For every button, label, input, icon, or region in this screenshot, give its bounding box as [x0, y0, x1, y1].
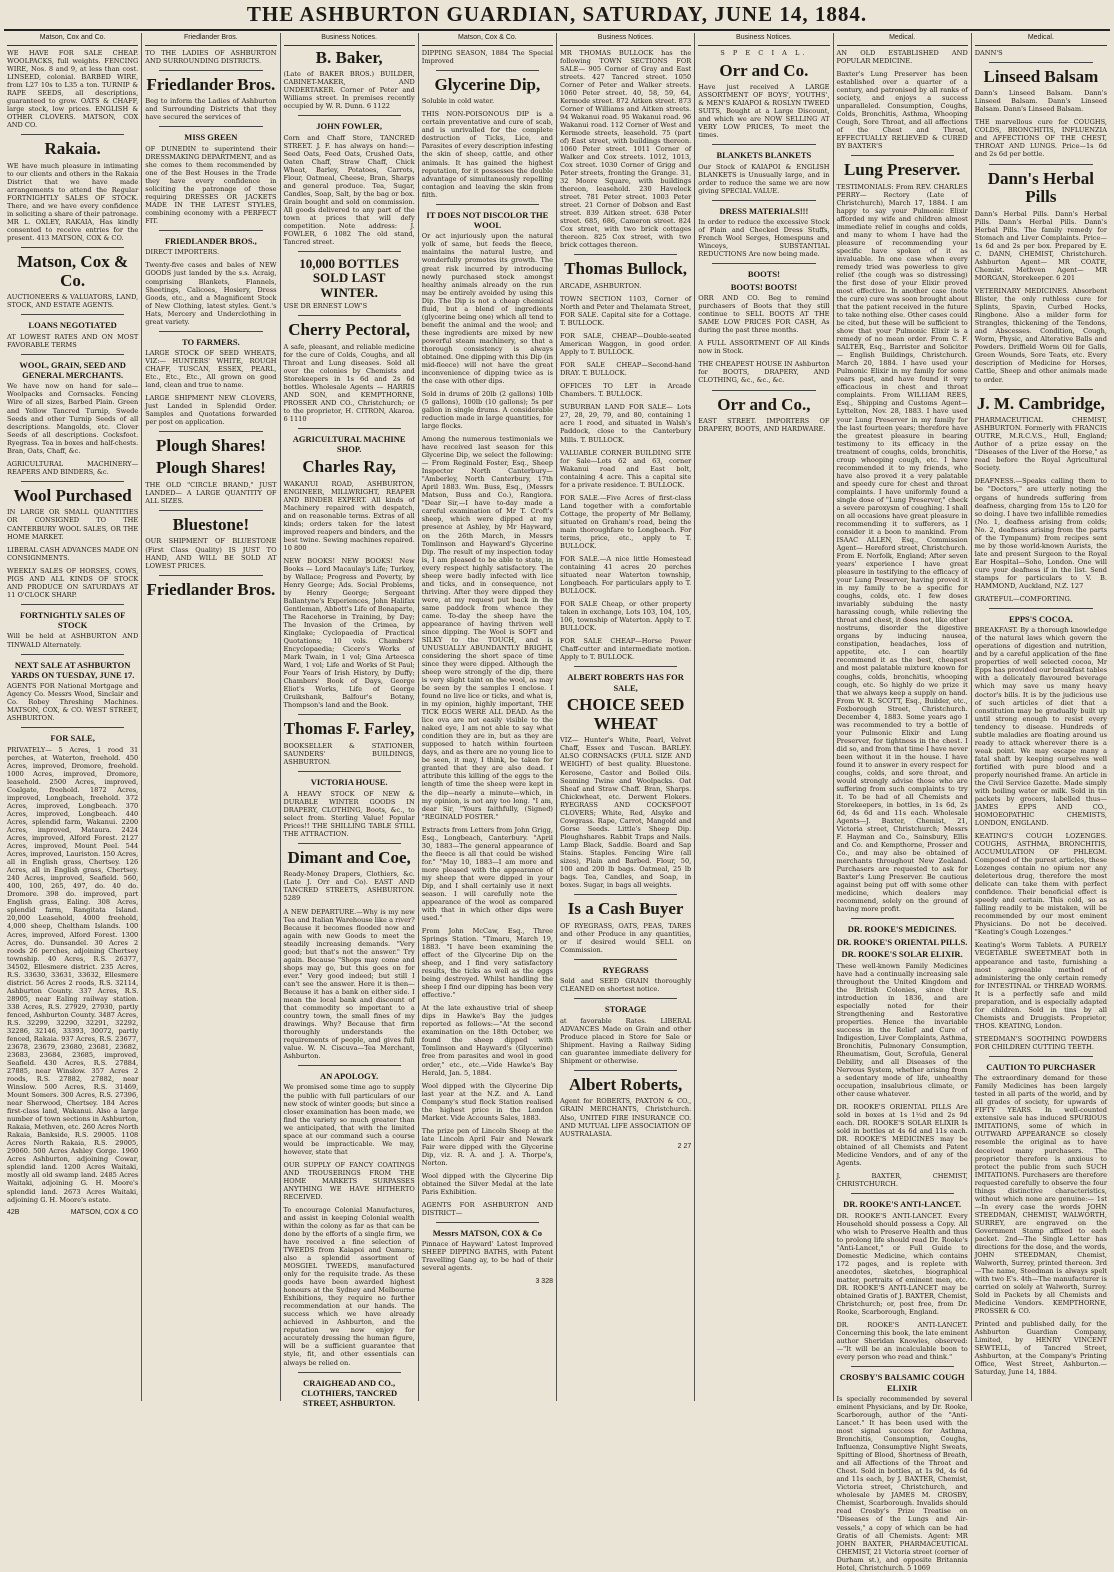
ad-text: AGENTS FOR ASHBURTON AND DISTRICT—	[421, 1200, 553, 1217]
separator-rule	[574, 666, 677, 667]
separator-rule	[989, 62, 1093, 63]
column-footer	[7, 1209, 138, 1218]
column-footer	[422, 1278, 553, 1287]
ad-text: DIPPING SEASON, 1884 The Special Improved	[421, 48, 553, 65]
separator-rule	[159, 575, 262, 576]
separator-rule	[574, 998, 677, 999]
ad-text: STEEDMAN'S SOOTHING POWDERS FOR CHILDREN CUTTING TEETH.	[974, 1034, 1107, 1051]
ad-text: VIZ— Hunter's White, Pearl, Velvet Chaff, Essex and Tuscan. BARLEY. ALSO CORNSACKS (FULL SIZE AND WEIGHT) of best quality. Bluestone. Kerosene, Castor and Boiled Oils. Seaming Twine and Woolpacks. Oat Sheaf and Straw Chaff. Bran, Sharps. Chickwheat, etc. Derwent Flokers. RYEGRASS AND COCKSFOOT CLOVERS; White, Red, Alsyke and Cowgrass. Rape, Carrot, Mangold and Gorse Seeds. Little's Sheep Dip. Ploughshares. Rabbit Traps and Nails. Lamp Black, Saddle. Board and Sap Stains. Staples. Fencing Wire (all sizes), Plain and Barbed. Flour, 50, 100 and 200 lb bags. Oatmeal, 25 lb bags. Tea, Candles, and Soap, in boxes. Sugar, in bags all weights.	[560, 736, 692, 889]
ad-subheading: VICTORIA HOUSE.	[310, 777, 388, 788]
ad-text: KEATING'S COUGH LOZENGES. COUGHS, ASTHMA, BRONCHITIS, ACCUMULATION OF PHLEGM. Composed of the purest articles, these Lozenges contain no opium nor any deleterious drug, therefore the most delicate can take them with perfect confidence. Their beneficial effect is speedy and certain. This cold, so as falling readily to be mistaken, will be recommended by our most eminent Physicians. Do not be deceived. "Keating's Cough Lozenges."	[974, 832, 1107, 937]
ad-text: THIS NON-POISONOUS DIP is a certain preventative and cure of scab, and is unrivalled for the complete destruction of Ticks, Lice, and Parasites of every description infesting the skin of sheep, cattle, and other animals. It has gained the highest reputation, for it possesses the double advantage of simultaneously repelling contagion and leaving the skin from filth.	[421, 110, 553, 199]
ad-heading: B. Baker,	[315, 47, 383, 67]
ad-text: FOR SALE.—A nice little Homestead containing 41 acres 20 perches situated near Waterton township, Longbeach. For particulars apply to T. BULLOCK.	[560, 554, 692, 596]
separator-rule	[298, 843, 401, 844]
ad-text: Baxter's Lung Preserver has been established over a quarter of a century, and patronised by all ranks of society, and enjoys a success unparalleled. Consumption, Coughs, Colds, Bronchitis, Asthma, Whooping Cough, Sore Throat, and all affections of the Chest and Throat, EFFECTUALLY RELIEVED & CURED BY BAXTER'S	[836, 69, 968, 150]
ad-subheading: AGRICULTURAL MACHINE SHOP.	[292, 434, 406, 455]
ad-text: ORR AND CO. Beg to remind purchasers of Boots that they still continue to SELL BOOTS AT THE SAME LOW PRICES FOR CASH, As during the past three months.	[698, 294, 830, 335]
ad-subheading: MISS GREEN	[184, 132, 238, 143]
ad-text: LARGE SHIPMENT NEW CLOVERS, Just Landed in Splendid Order. Samples and Quotations forwarded per post on application.	[145, 394, 277, 427]
separator-rule	[712, 390, 815, 391]
ad-text: FOR SALE Cheap, or other property taken in exchange, Lots 103, 104, 105, 106, township of Waterton. Apply to T. BULLOCK.	[560, 600, 692, 633]
separator-rule	[21, 481, 124, 482]
ad-text: Beg to inform the Ladies of Ashburton and Surrounding Districts that they have secured the services of	[145, 97, 277, 122]
separator-rule	[21, 727, 124, 728]
ad-subheading: Messrs MATSON, COX & Co	[432, 1228, 542, 1239]
ad-heading: Matson, Cox & Co.	[17, 251, 129, 290]
footer-right: MATSON, COX & CO	[70, 1208, 139, 1216]
separator-rule	[298, 1372, 401, 1373]
ad-heading: Rakaia.	[44, 138, 101, 158]
ad-text: WE HAVE FOR SALE CHEAP. WOOLPACKS, full weights. FENCING WIRE, Nos. 8 and 9, at less than cost. LINSEED, colonial. BARBED WIRE, from L27 10s to L35 a ton. TURNIP & RAPE SEEDS, all descriptions, guaranteed to grow. OATS & CHAFF, large stock, low prices. ENGLISH & OTHER CLOVERS. MATSON, COX AND CO.	[7, 48, 139, 129]
ad-heading: 10,000 BOTTLES SOLD LAST WINTER.	[299, 256, 399, 300]
ad-subheading: LOANS NEGOTIATED	[28, 320, 117, 331]
ad-subheading: BLANKETS BLANKETS	[716, 150, 812, 161]
ad-subheading: DR. ROOKE'S SOLAR ELIXIR.	[841, 949, 963, 960]
ad-text: FOR SALE CHEAP—Second-hand DRAY. T. BULLOCK.	[560, 361, 692, 378]
ad-subheading: JOHN FOWLER,	[316, 121, 382, 132]
ad-heading: Plough Shares!	[156, 458, 266, 478]
column-footer	[560, 1143, 691, 1152]
ad-subheading: DR. ROOKE'S ORIENTAL PILLS.	[836, 936, 968, 947]
separator-rule	[21, 134, 124, 135]
column-1	[4, 33, 142, 1401]
ad-text: To encourage Colonial Manufactures, and assist in keeping Colonial wealth within the colony as far as that can be done by the efforts of a single firm, we have received a fine selection of TWEEDS from Kaiapoi and Oamaru; also a splendid assortment of MOSGIEL TWEEDS, manufactured only for the requisite trade. As these goods have been awarded highest honours at the Sydney and Melbourne Exhibitions, they require no further recommendation at our hands. The success which we have already achieved in Ashburton, and the reputation we now enjoy for accurately dressing the human figure, will be a sufficient guarantee that style, fit, and other essentials can always be relied on.	[283, 1205, 415, 1367]
separator-rule	[298, 115, 401, 116]
ad-subheading: STORAGE	[604, 1004, 647, 1015]
separator-rule	[574, 959, 677, 960]
separator-rule	[989, 608, 1093, 609]
ad-text: Dann's Herbal Pills. Dann's Herbal Pills. Dann's Herbal Pills. Dann's Herbal Pills. The family remedy for Stomach and Liver Complaints. Price—1s 6d and 2s per box. Prepared by E. C. DANN, CHEMIST, Christchurch. Ashburton Agent— MR COATE, Chemist. Methven Agent— MR MORGAN, Storekeeper. 6 201	[974, 209, 1107, 283]
separator-rule	[159, 431, 262, 432]
column-header: Business Notices.	[698, 33, 829, 46]
ad-heading: Orr and Co.	[719, 60, 809, 80]
separator-rule	[298, 315, 401, 316]
ad-text: PRIVATELY— 5 Acres, 1 rood 31 perches, at Waterton, freehold. 450 Acres, improved, Dromore, freehold. 1000 Acres, improved, Dromore, leasehold. 2500 Acres, improved, Coalgate, freehold. 1872 Acres, improved, Longbeach, freehold. 372 Acres, improved, Longbeach. 370 Acres, improved, Longbeach. 440 Acres, splendid farm, Wakanui. 2200 Acres, improved, Mataura. 2424 Acres, improved, Alford Forest. 2127 Acres, improved, Mount Peel. 544 Acres, improved, Lauriston. 150 Acres, all in English grass, Chertsey. 126 Acres, all in English grass, Chertsey. 240 Acres, improved, Seafield. 560, 400, 100, 265, 497, do. 40 do. Dromore. 398 do. improved, part English grass, Ealing. 308 Acres, splendid farm, Rangitata Island. 20,000 Leasehold, 4000 freehold, 4,000 sheep, Cheltham Islands. 100 Acres, improved, Alford Forest. 1300 Acres, do. Dunsandel. 30 Acres 2 roods 26 perches, adjoining Chertsey township. 40 Acres, R.S. 26377, 34502, Ellesmere district. 235 Acres, R.S. 33630, 33631, 33632, Ellesmere district. 56 Acres 2 roods, R.S. 32114, Ashburton County. 337 Acres, R.S. 28905, near Ealing railway station. 338 Acres, R.S. 27929, 27930, partly fenced, Ashburton County. 3487 Acres, R.S. 32299, 32290, 32291, 32292, 32286, 32146, 33393, 30072, partly fenced, Rakaia. 937 Acres, R.S. 23677, 23678, 23679, 23680, 23681, 23682, 23683, 23684, 23685, improved, Seafield. 430 Acres, R.S. 27884, 27885, near Winslow. 357 Acres 2 roods, R.S. 27882, 27882, near Winslow. 500 Acres, R.S. 31469, Mount Somers. 300 Acres, R.S. 27396, near Sherwood, Chertsey. 184 Acres first-class land, Wakanui. Also a large number of town sections in Ashburton, Rakaia, Methven, etc. 260 Acres North Rakaia, Bankside, R.S. 29005. 1108 Acres North Rakaia, R.S. 29005, 29060. 500 Acres Ashley Gorge. 1960 Acres Ashburton, adjoining Cowar, splendid land. 1200 Acres Waitaki, mostly all old swamp land. 2485 Acres Waitaki, adjoining G. H. Moore's splendid land. 2673 Acres Waitaki, adjoining G. H. Moore's estate.	[7, 745, 139, 1204]
separator-rule	[574, 254, 677, 255]
ad-text: Extracts from Letters from John Grigg, Esq., Longbeach, Canterbury. "April 30, 1883—The general appearance of the fleece is all that could be wished for." "May 10, 1883—I am more and more pleased with the appearance of my sheep that were dipped in your Dip, and I shall certainly use it next season. I will carefully note the appearance of the wool as compared with that in which other dips were used."	[421, 825, 553, 922]
ad-text: LARGE STOCK OF SEED WHEATS, VIZ:— HUNTERS' WHITE, ROUGH CHAFF, TUSCAN, ESSEX, PEARL, Etc., Etc., Etc., All grown on good land, clean and true to name.	[145, 349, 277, 390]
ad-text: Or act injuriously upon the natural yolk of same, but feeds the fleece, maintains the natural lustre, and wonderfully promotes its growth. The great risk incurred by introducing newly purchased stock amongst healthy animals already on the run may be entirely avoided by using this Dip. The Dip is not a cheap chemical fluid, but a blend of ingredients (glycerine being one) which all tend to benefit the animal and the wool; and these ingredients are mixed by new powerful steam machinery, so that a thorough consistency is always obtained. One dipping with this Dip (in mid-fleece) will not have the great inconvenience of dipping twice as is the case with other dips.	[421, 232, 553, 385]
separator-rule	[989, 164, 1093, 165]
ad-text: Will be held at ASHBURTON AND TINWALD Alternately.	[7, 632, 139, 649]
ad-heading: Charles Ray,	[302, 456, 396, 476]
ad-text: Have just received A LARGE ASSORTMENT OF BOYS', YOUTHS', & MEN'S KAIAPOI & ROSLYN TWEED SUITS, Bought at a Large Discount, and which we are NOW SELLING AT VERY LOW PRICES, To meet the times.	[698, 83, 830, 140]
footer-right: 2 27	[677, 1142, 692, 1150]
column-2	[142, 33, 280, 1401]
ad-subheading: TO FARMERS.	[181, 336, 240, 347]
ad-heading: Thomas Bullock,	[564, 259, 688, 279]
ad-text: THE marvellous cure for COUGHS, COLDS, BRONCHITIS, INFLUENZIA and AFFECTIONS OF THE CHEST, THROAT AND LUNGS. Price—1s 6d and 2s 6d per bottle.	[974, 118, 1107, 159]
ad-text: SUBURBAN LAND FOR SALE— Lots 27, 28, 29, 79, and 80, containing 1 acre 1 rood, and situated in Walsh's Paddock, close to the Canterbury Mills. T. BULLOCK.	[560, 403, 692, 444]
ad-text: BREAKFAST. By a thorough knowledge of the natural laws which govern the operations of digestion and nutrition, and by a careful application of the fine properties of well selected cocoa, Mr Epps has provided our breakfast tables with a delicately flavoured beverage which may save us many heavy doctor's bills. It is by the judicious use of such articles of diet that a constitution may be gradually built up until strong enough to resist every tendency to disease. Hundreds of subtle maladies are floating around us ready to attack wherever there is a weak point. We may escape many a fatal shaft by keeping ourselves well fortified with pure blood and a properly nourished frame. An article in the Civil Service Gazette. Made simply with boiling water or milk. Sold in tin packets by grocers, labelled thus— JAMES EPPS AND CO., HOMOEOPATHIC CHEMISTS, LONDON, ENGLAND.	[974, 626, 1107, 828]
columns-container	[4, 33, 1110, 1572]
ad-text: MR THOMAS BULLOCK has the following TOWN SECTIONS FOR SALE— 905 Corner of Gray and East streets. 427 Tancred street. 1050 Corner of Peter and Walker streets. 1060 Peter street. 40, 58, 59, 64, Kermode street. 872 Aitken street. 873 Corner of Williams and Aitken streets. 94 Wakanui road. 95 Wakanui road. 96 Wakanui road. 112 Corner of West and Kermode streets, leasehold. 75 (part of) East street, with buildings thereon. 1060 Peter street. 1011 Corner of Walker and Cox streets. 1012, 1013, Cox street. 1030 Corner of Grigg and Peter streets, fronting the Grange. 31, 32 Moore Square, with buildings thereon, leasehold. 230 Havelock street. 781 Peter street. 1003 Peter street. 21 Corner of Dobson and East street. 839 Aitken street. 638 Peter street. 685, 686, Cameron street. 824 Cox street, with two brick cottages thereon. 825 Cox street, with two brick cottages thereon.	[560, 48, 692, 250]
ad-subheading: BOOTS!	[747, 269, 780, 280]
ad-text: ARCADE, ASHBURTON.	[560, 282, 642, 290]
column-header: Matson, Cox and Co.	[7, 33, 138, 46]
ad-heading: Glycerine Dip,	[434, 74, 541, 94]
separator-rule	[298, 771, 401, 772]
column-header: Business Notices.	[284, 33, 415, 46]
ad-text: A NEW DEPARTURE.—Why is my new Tea and Italian Warehouse like a river? Because it becomes flooded now and again with new Goods to meet the steadily increasing demands. "Very good; but that's not the answer." Try again. Because "Shops may come and shops may go, but this goes on for ever." Very good indeed; but still I can't see the answer. Here it is then—Because it has a bank on either side. I mean the local bank and discount of that commodity so important to a country town, the small fines of my drawings. Why? Because that firm thoroughly understands the requirements of people, and gives full value. W. N. Ciscuva—Tea Merchant, Ashburton.	[283, 907, 415, 1061]
column-5	[557, 33, 695, 1401]
ad-text: At the late exhaustive trial of sheep dips in Hawke's Bay the judges reported as follows:—"At the second examination on the 18th October, we found the sheep dipped with Tomlinson and Hayward's (Glycerine) free from parasites and wool in good order," etc., etc.—Vide Hawke's Bay Herald, Jan. 5, 1884.	[421, 1004, 553, 1077]
ad-subheading: FRIEDLANDER BROS.,	[164, 236, 257, 247]
ad-heading: Lung Preserver.	[844, 159, 961, 179]
separator-rule	[21, 604, 124, 605]
ad-text: A HEAVY STOCK OF NEW & DURABLE WINTER GOODS IN DRAPERY, CLOTHING, Boots, &c., to select from. Sterling Value! Popular Prices!! THE SHILLING TABLE STILL THE ATTRACTION.	[283, 789, 415, 838]
ad-text: From John McCaw, Esq., Three Springs Station. "Timaru, March 19, 1883. "I have been examining the effect of the Glycerine Dip on the sheep, and I find very satisfactory results, the ticks as well as the eggs being destroyed. Whilst handling the sheep I find our dipping has been very effective."	[421, 927, 553, 1000]
ad-subheading: RYEGRASS	[602, 964, 649, 975]
ad-heading: CHOICE SEED WHEAT	[566, 695, 685, 733]
ad-text: Sold and SEED GRAIN thoroughly CLEANED on shortest notice.	[560, 977, 692, 994]
ad-text: LIBERAL CASH ADVANCES MADE ON CONSIGNMENTS.	[7, 545, 139, 562]
ad-text: THE CHEAPEST HOUSE IN Ashburton for BOOTS, DRAPERY, AND CLOTHING, &c., &c., &c.	[698, 360, 830, 385]
ad-text: TOWN SECTION 1103, Corner of North and Peter and Thelamata Street, FOR SALE. Capital site for a Cottage. T. BULLOCK.	[560, 295, 692, 328]
column-8	[972, 33, 1110, 1401]
ad-text: Twenty-five cases and bales of NEW GOODS just landed by the s.s. Acraig, comprising Blankets, Flannels, Sheetings, Calicoes, Hosiery, Dress Goods, etc., and a Magnificent Stock of New Clothing, latest styles. Gent.'s Hats, Mercery and Underclothing in great variety.	[145, 261, 277, 326]
ad-text: WEEKLY SALES OF HORSES, COWS, PIGS AND ALL KINDS OF STOCK AND PRODUCE ON SATURDAYS AT 11 O'CLOCK SHARP.	[7, 566, 139, 599]
ad-text: Agent for ROBERTS, PAXTON & CO., GRAIN MERCHANTS, Christchurch. Also, UNITED FIRE INSURANCE CO. AND MUTUAL LIFE ASSOCIATION OF AUSTRALASIA.	[560, 1097, 692, 1138]
ad-subheading: CRAIGHEAD AND CO., CLOTHIERS, TANCRED STREET, ASHBURTON.	[301, 1377, 398, 1409]
separator-rule	[298, 251, 401, 252]
ad-heading: Albert Roberts,	[568, 1074, 683, 1094]
ad-text: Keating's Worm Tablets. A PURELY VEGETABLE SWEETMEAT both in appearance and taste, furnishing a most agreeable method of administering the only certain remedy for INTESTINAL or THREAD WORMS. It is a perfectly safe and mild preparation, and is especially adapted for children. Sold in tins by all Chemists and Druggists. Proprietor, THOS. KEATING, London.	[974, 941, 1107, 1030]
ad-text: DR. ROOKE'S ANTI-LANCET. Concerning this book, the late eminent author Sheridan Knowles, observed:—"It will be an incalculable boon to every person who read and think."	[836, 1321, 968, 1362]
masthead-rule	[4, 29, 1110, 31]
separator-rule	[159, 70, 262, 71]
ad-text: Soluble in cold water.	[421, 97, 495, 106]
ad-text: GRATEFUL—COMFORTING.	[974, 594, 1072, 603]
separator-rule	[21, 247, 124, 248]
ad-subheading: NEXT SALE AT ASHBURTON YARDS ON TUESDAY, JUNE 17.	[10, 659, 135, 680]
separator-rule	[21, 654, 124, 655]
footer-right: 3 328	[535, 1277, 553, 1285]
separator-rule	[989, 1056, 1093, 1057]
ad-text: Corn and Chaff Store, TANCRED STREET. J. F. has always on hand:— Seed Oats, Feed Oats, Crushed Oats, Oaten Chaff, Straw Chaff, Chick Wheat, Barley, Potatoes, Carrots, Flour, Oatmeal, Cheese, Bran, Sharps and general produce. Tea, Sugar, Candles, Soap, Salt, by the bag or box. Grain bought and sold on commission. All goods delivered to any part of the town at prices that will defy competition. Note address: J. FOWLER, 6 1082 The old stand, Tancred street.	[283, 133, 415, 247]
ad-heading: Is a Cash Buyer	[567, 898, 684, 918]
separator-rule	[159, 331, 262, 332]
ad-text: Sold in drums of 20lb (2 gallons) 10lb (5 gallons), 100lb (10 gallons); 5s per gallon in single drums. A considerable reduction made in large quantities, for large flocks.	[421, 389, 553, 431]
separator-rule	[712, 144, 815, 145]
footer-left: 42B	[7, 1208, 20, 1216]
ad-text: S P E C I A L.	[720, 48, 808, 57]
separator-rule	[436, 1222, 539, 1223]
ad-heading: Dimant and Coe,	[287, 847, 411, 867]
ad-text: NEW BOOKS! NEW BOOKS! New Books — Lord Macaulay's Life; Turkey, by Wallace; Progress and Poverty, by Henry George; Ads. Social Problems, by Henry George; Sergeant Ballantyne's Experiences, John Halifax Gentleman, Abbott's Life of Bonaparte, The Racehorse in Training, by Day; The Invasion of the Crimea, by Kinglake; Cyclopaedia of Practical Quotations; 10 vols. Chambers' Encyclopaedia; Cicero's Works of Mark Twain, in 1 vol; Gina Arteesca Ward, 1 vol; Life and Works of St Paul; Four Years of Irish History, by Duffy; Chambers' Book of Days, George Eliot's Works, Life of George Cruikshank, Balfour's Botany, Thompson's land and the Book.	[283, 556, 415, 710]
ad-subheading: IT DOES NOT DISCOLOR THE WOOL	[426, 209, 549, 231]
ad-text: PHARMACEUTICAL CHEMIST, ASHBURTON. Formerly with FRANCIS OUTRE, M.R.C.V.S., Hull, England; Author of a prize essay on the "Diseases of the Liver of the Horse," as read before the Royal Agricultural Society.	[974, 416, 1107, 473]
ad-heading: Friedlander Bros.	[146, 579, 276, 599]
ad-heading: Plough Shares!	[156, 436, 266, 456]
ad-subheading: AN APOLOGY.	[319, 1071, 379, 1082]
ad-text: TESTIMONIALS: From REV. CHARLES PERRY— Rectory (Late of Christchurch), March 17, 1884. I am happy to say your Pulmonic Elixir afforded my wife and children almost immediate relief in coughs and colds, and many to whom I have had the pleasure of recommending your specific have spoken of it as invaluable. In one case when every remedy tried was powerless to give relief (the cough was so distressing) the first dose of your Elixir proved most effective. In another case (note the cure) cure was soon brought about that the patient received in the future to take nothing else. Other cases could be cited, but these will be sufficient to show that your Pulmonic Elixir is a remedy of no mean order. From C. F. SALTER, Esq., Barrister and Solicitor— English Buildings, Christchurch. March 20, 1884. I have used your Pulmonic Elixir in my family for some years past, and have found it very efficacious in chest and throat complaints. From WILLIAM REES, Esq., Shipping and Customs Agent— Lyttelton, Nov. 28, 1883. I have used your Lung Preserver in my family for the last fourteen years; therefore have the greatest pleasure in bearing testimony to its efficacy in the treatment of coughs, colds, bronchitis, croup whooping cough, etc. I have recommended it to my friends, who have also proved it a very palatable and speedy cure for chest and throat complaints. I have uniformly found a single dose of "Lung Preserver," check a severe paroxysm of coughing. I shall on all occasions have great pleasure in recommending it to sufferers, as I consider it a boon to mankind. From ISAAC ALLEN, Esq., Commission Agent— Hereford street, Christchurch. From E. Norfolk, England; After seven years' experience I have great pleasure in testifying to the efficacy of your Lung Preserver, having proved it in my family to be a specific for coughs, colds, etc. I few doses invariably subduing the nasty harassing cough, while relieving the throat and chest, it does not, like other nostrums, disorder the digestive organs by inducing nausea, constipation, headaches, loss of appetite, etc. I can heartily recommend it as the best, cheapest and most palatable mixture known for coughs, colds, bronchitis, whooping cough, etc. So highly do we prize it that we always keep a supply on hand. From W. R. SCOTT, Esq., Builder, etc., Foxborough Street, Christchurch. December 4, 1883. Some years ago I was recommended to try a bottle of your Pulmonic Elixir and Lung Preserver, for tightness in the chest. I did so, and from that time I have never been without it in the house. I have found it to answer in every respect for coughs, colds, and sore throat, and would strongly advise those who are suffering from such complaints to try it. To be had of all Chemists and Storekeepers, in bottles, in 1s 6d, 2s 6d, 4s 6d and 11s each. Wholesale Agents—J. Baxter, Chemist, 21, Victoria street, Christchurch; Messrs F. Hayman and Co., Sainsbury, Ellis and Co. and Kempthorne, Prosser and Co., and may also be obtained of merchants throughout New Zealand. Purchasers are requested to ask for Baxter's Lung Preserver. Be cautious against being put off with some other medicine, which dealers may recommend, solely on the ground of having more profit.	[836, 182, 968, 914]
ad-text: Is specially recommended by several eminent Physicians, and by Dr. Rooke, Scarborough, author of the "Anti-Lancet." It has been used with the most signal success for Asthma, Bronchitis, Consumption, Coughs, Influenza, Consumptive Night Sweats, Spitting of Blood, Shortness of Breath, and all Affections of the Throat and Chest. Sold in bottles, at 1s 9d, 4s 6d and 11s each, by J. BAXTER, Chemist, Victoria street, Christchurch, and wholesale by JAMES M. CROSBY, Chemist, Scarborough. Invalids should read Crosby's Prize Treatise on "Diseases of the Lungs and Air-vessels," a copy of which can be had Gratis of all Chemists. Agent: MR JOHN BAXTER, PHARMACEUTICAL CHEMIST, 21 Victoria street (corner of Durham st.), and opposite Britannia Hotel, Christchurch. 5 1069	[836, 1395, 968, 1572]
ad-text: FOR SALE, CHEAP—Double-seated American Waggon, in good order. Apply to T. BULLOCK.	[560, 332, 692, 357]
ad-text: Wool dipped with the Glycerine Dip last year at the N.Z. and A. Land Company's stud flock Station realised the highest price in the London Market. Vide Accounts Sales, 1883.	[421, 1081, 553, 1122]
column-header: Medical.	[975, 33, 1107, 46]
ad-text: OF RYEGRASS, OATS, PEAS, TARES and other Produce in any quantities, or if desired would SELL on Commission.	[560, 921, 692, 954]
separator-rule	[851, 918, 954, 919]
separator-rule	[21, 314, 124, 315]
separator-rule	[436, 204, 539, 205]
ad-text: FOR SALE CHEAP—Horse Power Chaff-cutter and intermediate motion. Apply to T. BULLOCK.	[560, 637, 692, 662]
separator-rule	[21, 354, 124, 355]
ad-text: FOR SALE.—Five Acres of first-class Land together with a comfortable Cottage, the property of Mr Bellamy, situated on Graham's road, being the main thoroughfare to Longbeach. For terms, price, etc., apply to T. BULLOCK.	[560, 493, 692, 550]
ad-text: Among the numerous testimonials we have received last season for this Glycerine Dip, we select the following:— From Reginald Foster, Esq., Sheep Inspector North Canterbury— "Amberley, North Canterbury, 17th April 1883. Wm. Buss, Esq., (Messrs Matson, Buss and Co.), Rangiora. "Dear Sir,—I have to-day made a careful examination of Mr T. Croft's sheep, which were dipped at my presence at Ashley, by Mr Hayward, on the 26th March, in Messrs Tomlinson and Hayward's Glycerine Dip. The result of my inspection today is, I am pleased to be able to state, in every respect highly satisfactory. The sheep were badly infected with lice and ticks, and in consequence, not thriving. After they were dipped they were, at my request put back in the same paddock from whence they came. To-day the sheep have the appearance of having thriven well since dipping. The Wool is SOFT and SILKY to the TOUCH, and is UNUSUALLY ABUNDANTLY BRIGHT, considering the short space of time since they were dipped. Although the sheep were strongly of the dip, there is very slight taint on the wool, as may be seen by the samples I enclose. I found no live lice or ticks, and what is, in my opinion, highly important, THE TICK EGGS WERE ALL DEAD. As the lice ova are not easily visible to the naked eye, I am not able to say what condition they are in, but as they are supposed to hatch within fourteen days, and as there are no young lice to be seen, it may, I think, be taken for granted that they are also dead. I attribute this killing of the eggs to the length of time the sheep were kept in the dip—nearly a minute—which, in my opinion, is not any too long. "I am, dear Sir, "Yours faithfully, (Signed) "REGINALD FOSTER."	[421, 435, 553, 821]
masthead: THE ASHBURTON GUARDIAN, SATURDAY, JUNE 14, 1884.	[246, 2, 868, 26]
ad-text: DR. ROOKE'S ORIENTAL PILLS Are sold in boxes at 1s 1½d and 2s 9d each. DR. ROOKE'S SOLAR ELIXIR Is sold in bottles at 4s 6d and 11s each. DR. ROOKE'S MEDICINES may be obtained of all Chemists and Patent Medicine Vendors, and of any of the Agents.	[836, 1103, 968, 1168]
ad-subheading: DRESS MATERIALS!!!	[719, 205, 809, 216]
ad-text: VETERINARY MEDICINES. Absorbent Blister, the only ruthless cure for Splints, Spavin, Curbed Hocks, Ringbone. Also a milder form for Strangles, thickening of the Tendons, and Abscesses. Condition, Cough, Worm, Physic, and Alterative Balls and Powders. Driffield Worm Oil for Galls, Green Wounds, Sore Teats, etc. Every description of Medicine for Horses, Cattle, Sheep and other animals made to order.	[974, 287, 1107, 384]
separator-rule	[298, 428, 401, 429]
ad-subheading: EPPS'S COCOA.	[1008, 613, 1073, 624]
ad-heading: Friedlander Bros.	[146, 74, 276, 94]
ad-subheading: CAUTION TO PURCHASER	[986, 1061, 1096, 1072]
ad-text: AGENTS FOR National Mortgage and Agency Co. Messrs Wood, Sinclair and Co. Robey Threshing Machines. MATSON, COX, & CO. WEST STREET, ASHBURTON.	[7, 682, 139, 723]
ad-text: (Late of BAKER BROS.) BUILDER, CABINET-MAKER, AND UNDERTAKER. Corner of Peter and Williams street. In premises recently occupied by W. R. Dunn. 6 1122	[283, 70, 415, 111]
ad-text: OUR SHIPMENT OF BLUESTONE (First Class Quality) IS JUST TO HAND, AND WILL BE SOLD AT LOWEST PRICES.	[145, 537, 277, 570]
separator-rule	[159, 510, 262, 511]
ad-text: AUCTIONEERS & VALUATORS, LAND, STOCK, AND ESTATE AGENTS.	[7, 293, 139, 310]
column-header: Business Notices.	[560, 33, 691, 46]
separator-rule	[298, 714, 401, 715]
ad-text: Our Stock of KAIAPOI & ENGLISH BLANKETS is Unusually large, and in order to reduce the same we are now giving SPECIAL VALUE.	[698, 162, 830, 195]
separator-rule	[851, 155, 954, 156]
ad-heading: J. M. Cambridge,	[976, 393, 1105, 413]
ad-heading: Cherry Pectoral,	[288, 320, 411, 340]
column-7	[834, 33, 972, 1572]
ad-subheading: CROSBY'S BALSAMIC COUGH ELIXIR	[839, 1372, 965, 1393]
ad-heading: Orr and Co.,	[717, 394, 811, 414]
separator-rule	[989, 389, 1093, 390]
separator-rule	[851, 1193, 954, 1194]
ad-text: J. BAXTER, CHEMIST, CHRISTCHURCH.	[836, 1172, 968, 1189]
ad-text: DIRECT IMPORTERS.	[145, 248, 220, 257]
ad-subheading: DR. ROOKE'S ANTI-LANCET.	[843, 1199, 962, 1210]
ad-text: USE DR ERNEST LOW'S	[283, 302, 368, 311]
ad-text: BOOKSELLER & STATIONER, SAUNDERS' BUILDINGS, ASHBURTON.	[283, 742, 415, 767]
ad-heading: Dann's Herbal Pills	[987, 168, 1095, 207]
ad-subheading: ALBERT ROBERTS HAS FOR SALE,	[567, 672, 684, 693]
separator-rule	[851, 1366, 954, 1367]
column-header: Friedlander Bros.	[145, 33, 276, 46]
separator-rule	[298, 1065, 401, 1066]
ad-text: TO THE LADIES OF ASHBURTON AND SURROUNDING DISTRICTS.	[145, 48, 277, 65]
column-header: Medical.	[837, 33, 968, 46]
ad-subheading: BOOTS! BOOTS!	[730, 281, 798, 292]
ad-text: EAST STREET. IMPORTERS OF DRAPERY, BOOTS, AND HARDWARE.	[698, 417, 830, 434]
ad-text: OF DUNEDIN to superintend their DRESSMAKING DEPARTMENT, and as she comes to them recommended by one of the Best Houses in the Trade they have every confidence in soliciting the patronage of those requiring DRESSES OR JACKETS MADE IN THE LATEST STYLES, combining economy with a PERFECT FIT.	[145, 144, 277, 226]
ad-text: Pinnace of Hayward' Latest Improved SHEEP DIPPING BATHS, with Patent Travelling Gang ay, to be had of their several agents.	[421, 1240, 553, 1273]
ad-text: AN OLD ESTABLISHED AND POPULAR MEDICINE.	[836, 48, 968, 65]
ad-text: IN LARGE OR SMALL QUANTITIES OR CONSIGNED TO THE CANTERBURY WOOL SALES, OR THE HOME MARKET.	[7, 508, 139, 541]
ad-text: Ready-Money Drapers, Clothiers, &c. (Late J. Orr and Co). EAST AND TANCRED STREETS, ASHBURTON. 5289	[283, 870, 415, 903]
ad-heading: Bluestone!	[172, 514, 250, 534]
separator-rule	[712, 200, 815, 201]
ad-text: Wool dipped with the Glycerine Dip obtained the Silver Medal at the late Paris Exhibition.	[421, 1171, 553, 1196]
ad-text: VALUABLE CORNER BUILDING SITE for Sale—Lots 62 and 63, corner Wakanui road and East bolt, containing 4 acre. This a capital site for a private residence. T. BULLOCK.	[560, 448, 692, 489]
ad-heading: Wool Purchased	[13, 485, 132, 505]
separator-rule	[574, 1070, 677, 1071]
ad-text: THE OLD "CIRCLE BRAND," JUST LANDED— A LARGE QUANTITY OF ALL SIZES.	[145, 480, 277, 505]
ad-subheading: FORTNIGHTLY SALES OF STOCK	[19, 609, 126, 631]
ad-text: Printed and published daily, for the Ashburton Guardian Company, Limited, by HENRY VINCENT SEWTELL, of Tancred Street, Ashburton, at the Company's Printing Office, West Street, Ashburton.—Saturday, June 14, 1884.	[974, 1320, 1107, 1377]
ad-heading: Thomas F. Farley,	[283, 719, 415, 739]
ad-text: DEAFNESS.—Speaks calling them to be "Doctors," are utterly noting the organs of hundreds suffering from deafness, charging from 15s to L20 for so doing. I have two infallible remedies (No. 1, deafness arising from colds; No. 2, deafness arising from the parts of the Tympanum) from recipes sent me by those world-known Aurists, the late and present Surgeon to the Royal Ear Hospital—Soho, London. One will cure your deafness if in the list. Send stamps for particulars to V. B. HAMMOND, Auckland, N.Z. 127	[974, 477, 1107, 590]
separator-rule	[712, 263, 815, 264]
ad-subheading: WOOL, GRAIN, SEED AND GENERAL MERCHANTS.	[19, 359, 126, 381]
ad-text: AT LOWEST RATES AND ON MOST FAVORABLE TERMS	[7, 332, 139, 349]
separator-rule	[159, 126, 262, 127]
column-3	[281, 33, 419, 1409]
ad-text: WAKANUI ROAD, ASHBURTON, ENGINEER, MILLWRIGHT, REAPER AND BINDER EXPERT. All kinds of Machinery repaired with despatch, and on reasonable terms. Extras of all kinds; orders taken for the latest improved reapers and binders, and the best twine. Sewing machines repaired. 10 800	[283, 479, 415, 552]
column-4	[419, 33, 557, 1401]
ad-text: OFFICES TO LET in Arcade Chambers. T. BULLOCK.	[560, 382, 692, 399]
column-6	[695, 33, 833, 1401]
ad-subheading: FOR SALE,	[50, 733, 95, 744]
ad-text: The prize pen of Lincoln Sheep at the late Lincoln April Fair and Newark Fair were dipped with the Glycerine Dip, viz. R. A. and J. A. Thorpe's, Norton.	[421, 1126, 553, 1167]
ad-text: We have now on hand for sale— Woolpacks and Cornsacks. Fencing Wire of all sizes, Barbed Plain. Green and Yellow Tancred Turnip, Swede Seeds and other Turnip Seeds of all descriptions. Mangolds, etc. Clover Seeds of all descriptions. Cocksfoot. Ryegrass. Tea in boxes and half-chests. Bran, Oats, Chaff, &c.	[7, 382, 139, 455]
ad-text: at favorable Rates. LIBERAL ADVANCES Made on Grain and other Produce placed in Store for Sale or Shipment. Having a Railway Siding can guarantee immediate delivery for Shipment or otherwise.	[560, 1016, 692, 1065]
ad-text: WE have much pleasure in intimating to our clients and others in the Rakaia District that we have made arrangements to attend the Regular FORTNIGHTLY SALES OF STOCK. There, and we have every confidence in soliciting a share of their patronage. MR L. OXLEY, RAKAIA, Has kindly consented to receive entries for the present. 413 MATSON, COX & CO.	[7, 161, 139, 242]
ad-subheading: DR. ROOKE'S MEDICINES.	[847, 924, 957, 935]
ad-text: OUR SUPPLY OF FANCY COATINGS AND TROUSERINGS FROM THE HOME MARKETS SURPASSES ANYTHING WE HAVE HITHERTO RECEIVED.	[283, 1160, 415, 1201]
ad-text: DANN'S	[974, 48, 1003, 57]
ad-text: These well-known Family Medicines have had a continually increasing sale throughout the United Kingdom and the British Colonies, since their introduction in 1836, and are especially noted for their Strengthening and Restorative properties. Hence the invariable success in the Relief and Cure of Indigestion, Liver Complaints, Asthma, Bronchitis, Pulmonary Consumption, Rheumatism, Gout, Scrofula, General Debility, and all Diseases of the Nervous System, whether arising from a sedentary mode of life, unhealthy occupation, insalubrious climate, or other cause whatever.	[836, 961, 968, 1099]
separator-rule	[574, 894, 677, 895]
ad-text: In order to reduce the excessive Stock of Plain and Checked Dress Stuffs, French Wool Serges, Homespuns and Winceys, SUBSTANTIAL REDUCTIONS Are now being made.	[698, 218, 830, 259]
ad-text: Dann's Linseed Balsam. Dann's Linseed Balsam. Dann's Linseed Balsam. Dann's Linseed Balsam.	[974, 89, 1107, 114]
ad-text: The extraordinary demand for these Family Medicines has been largely tested in all parts of the world, and by all grades of society, for upwards of FIFTY YEARS. In well-counted extensive sale has induced SPURIOUS IMITATIONS, some of which in OUTWARD APPEARANCE so closely resemble the original as to have deceived many purchasers. The proprietor therefore is anxious to protect the public from such SUCH IMITATIONS. Purchasers are therefore requested carefully to observe the four things distinctive characteristics, without which none are genuine:— 1st—In every case the words JOHN STEEDMAN, CHEMIST, WALWORTH, SURREY, are engraved on the Government Stamp affixed to each packet. 2nd—The Single Letter has directions for the dose, and the words, JOHN STEEDMAN, Chemist, Walworth, Surrey, printed thereon. 3rd—The name, Steedman is always spelt with two E's. 4th—The manufacturer is carried on solely at Walworth, Surrey. Sold in Packets by all Chemists and Medicine Vendors. KEMPTHORNE, PROSSER & CO.	[974, 1074, 1107, 1316]
ad-heading: Linseed Balsam	[983, 66, 1099, 86]
ad-text: A safe, pleasant, and reliable medicine for the cure of Colds, Coughs, and all Throat and Lung diseases. Sold all over the colonies by Chemists and Storekeepers in 1s 6d and 2s 6d bottles. Wholesale Agents — HARRIS AND SON, and KEMPTHORNE, PROSSER AND CO., Christchurch; or to the proprietor, H. CITRON, Akaroa. 6 1110	[283, 342, 415, 424]
ad-text: A FULL ASSORTMENT OF All Kinds now in Stock.	[698, 339, 830, 356]
ad-text: AGRICULTURAL MACHINERY—REAPERS AND BINDERS, &c.	[7, 459, 139, 476]
ad-text: DR. ROOKE'S ANTI-LANCET. Every Household should possess a Copy. All who wish to Preserve Health and thus to prolong life should read Dr. Rooke's "Anti-Lancet," or Full Guide to Domestic Medicine, which contains 172 pages, and is replete with anecdotes, sketches, biographical matter, portraits of eminent men, etc. DR. ROOKE'S ANTI-LANCET may be obtained Gratis of J. BAXTER, Chemist, Christchurch; or, post free, from Dr. Rooke, Scarborough, England.	[836, 1211, 968, 1317]
ad-text: We promised some time ago to supply the public with full particulars of our new stock of winter goods; but since a closer examination has been made, we find the variety so much greater than we anticipated, that with the limited space at our command such a course would be impracticable. We may, however, state that	[283, 1083, 415, 1156]
separator-rule	[159, 230, 262, 231]
separator-rule	[436, 70, 539, 71]
column-header: Matson, Cox & Co.	[422, 33, 553, 46]
